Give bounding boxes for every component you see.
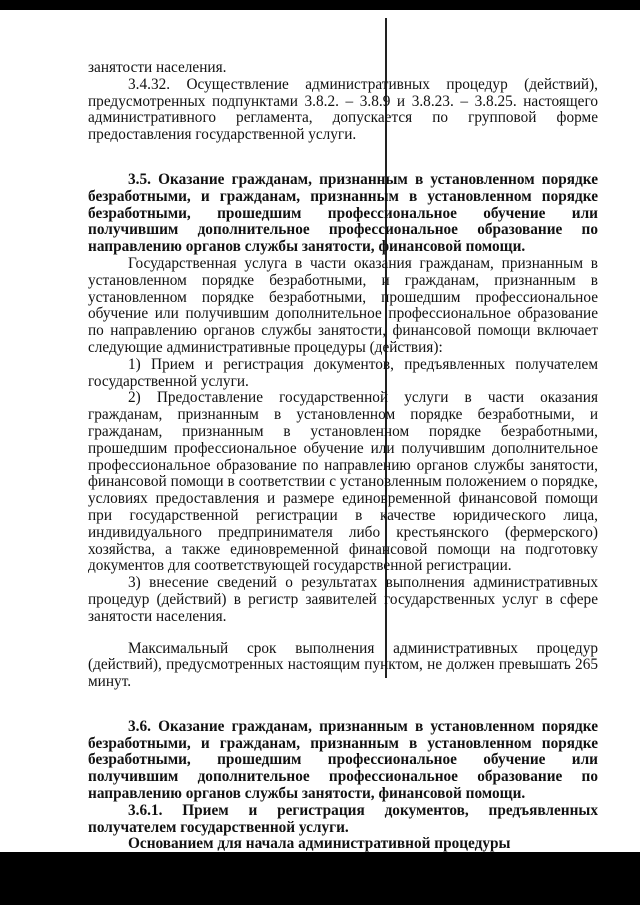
scan-top-border [0, 0, 640, 10]
paragraph-basis-start: Основанием для начала административной процедуры [128, 835, 511, 853]
paragraph-service-description: Государственная услуга в части оказания гражданам, признанным в установленном порядке безработными, и гражданам, признанным в установленном порядке безработными, прошедшим профессиональное обучение или получившим дополнительное профессиональное образование по направлению органов службы занятости, финансовой помощи включает следующие административные процедуры (действия): [88, 254, 598, 356]
list-item-3: 3) внесение сведений о результатах выполнения административных процедур (действий) в регистр заявителей государственных услуг в сфере занятости населения. [88, 574, 598, 625]
list-item-1: 1) Прием и регистрация документов, предъявленных получателем государственной услуги. [88, 355, 598, 390]
subsection-heading-3-6-1: 3.6.1. Прием и регистрация документов, предъявленных получателем государственной услуги. [88, 801, 598, 836]
scan-bottom-border [0, 852, 640, 905]
paragraph-3-4-32: 3.4.32. Осуществление административных процедур (действий), предусмотренных подпунктами 3.8.2. – 3.8.9 и 3.8.23. – 3.8.25. настоящего административного регламента, допускается по групповой форме предоставления государственной услуги. [88, 75, 598, 144]
list-item-2: 2) Предоставление государственной услуги в части оказания гражданам, признанным в установленном порядке безработными, и гражданам, признанным в установленном порядке безработными, прошедшим профессиональное обучение или получившим дополнительное профессиональное образование по направлению органов службы занятости, финансовой помощи в соответствии с установленным положением о порядке, условиях предоставления и размере единовременной финансовой помощи при государственной регистрации в качестве юридического лица, индивидуального предпринимателя либо крестьянского (фермерского) хозяйства, а также единовременной финансовой помощи на подготовку документов для соответствующей государственной регистрации. [88, 389, 598, 575]
document-page [88, 60, 598, 853]
paragraph-max-duration: Максимальный срок выполнения административных процедур (действий), предусмотренных настоящим пунктом, не должен превышать 265 минут. [88, 639, 598, 691]
paragraph-continuation: занятости населения. [88, 59, 227, 76]
section-heading-3-5: 3.5. Оказание гражданам, признанным в установленном порядке безработными, и гражданам, признанным в установленном порядке безработными, прошедшим профессиональное обучение или получившим дополнительное профессиональное образование по направлению органов службы занятости, финансовой помощи. [88, 170, 598, 256]
section-heading-3-6: 3.6. Оказание гражданам, признанным в установленном порядке безработными, и гражданам, признанным в установленном порядке безработными, прошедшим профессиональное обучение или получившим дополнительное профессиональное образование по направлению органов службы занятости, финансовой помощи. [88, 717, 598, 803]
